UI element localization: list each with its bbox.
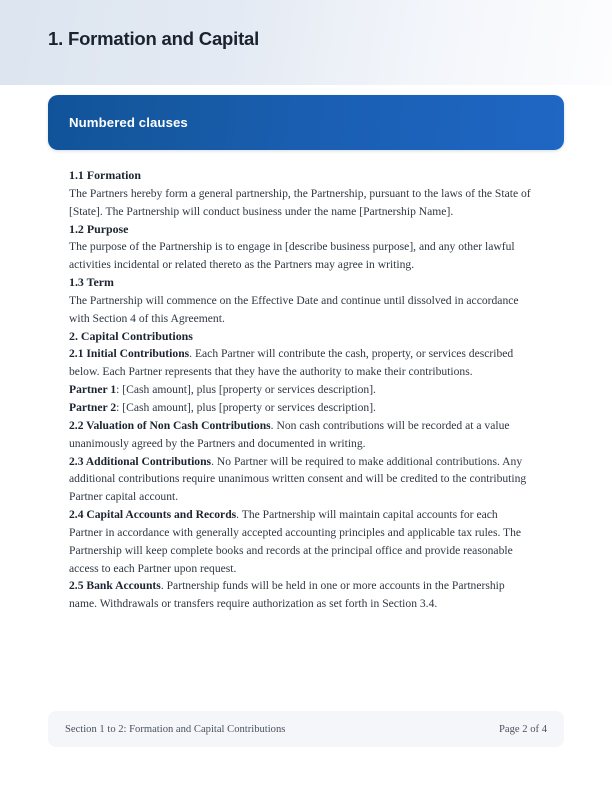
clause-inline-text: . Each Partner will contribute the cash, property, or services described below. Each Partner represents that they have the authority to make their contributions. xyxy=(69,347,514,379)
clause-paragraph xyxy=(69,417,534,453)
clause-inline-label: Partner 1 xyxy=(69,383,117,397)
clause-heading: 1.1 Formation xyxy=(69,168,141,182)
clause-inline-text: . The Partnership will maintain capital accounts for each Partner in accordance with generally accepted accounting principles and applicable tax rules. The Partnership will keep complete books and records at the principal office and provide reasonable access to each Partner upon request. xyxy=(69,508,522,575)
clause-inline-text: . No Partner will be required to make additional contributions. Any additional contributions require unanimous written consent and will be credited to the contributing Partner capital account. xyxy=(69,454,527,504)
clause-inline-label: 2.5 Bank Accounts xyxy=(69,579,161,593)
clause-heading: 2. Capital Contributions xyxy=(69,328,193,343)
page-footer xyxy=(48,711,564,747)
clause-paragraph xyxy=(69,506,534,577)
clause-paragraph xyxy=(69,453,534,507)
banner-label: Numbered clauses xyxy=(69,115,188,130)
page-header-band xyxy=(0,0,612,85)
clause-heading: 1.3 Term xyxy=(69,275,114,290)
clause-paragraph: The purpose of the Partnership is to engage in [describe business purpose], and any other lawful activities incidental or related thereto as the Partners may agree in writing. xyxy=(69,240,515,272)
clause-paragraph xyxy=(69,399,534,417)
footer-section-label: Section 1 to 2: Formation and Capital Contributions xyxy=(65,723,286,735)
clause-inline-text: : [Cash amount], plus [property or services description]. xyxy=(116,400,376,414)
clause-paragraph: The Partners hereby form a general partnership, the Partnership, pursuant to the laws of the State of [State]. The Partnership will conduct business under the name [Partnership Name]. xyxy=(69,186,531,218)
clause-paragraph xyxy=(69,345,534,381)
clause-inline-text: . Non cash contributions will be recorded at a value unanimously agreed by the Partners and documented in writing. xyxy=(69,418,510,450)
clause-content xyxy=(69,167,534,613)
clause-inline-label: 2.1 Initial Contributions xyxy=(69,347,190,361)
clause-inline-label: 2.4 Capital Accounts and Records xyxy=(69,508,237,522)
clause-paragraph xyxy=(69,381,534,399)
page-title: 1. Formation and Capital xyxy=(48,28,260,49)
clause-inline-label: Partner 2 xyxy=(69,400,117,414)
clause-paragraph xyxy=(69,577,534,613)
clause-heading: 1.2 Purpose xyxy=(69,221,129,236)
footer-page-number: Page 2 of 4 xyxy=(499,723,547,735)
footer-inner xyxy=(65,711,547,747)
clause-paragraph: The Partnership will commence on the Effective Date and continue until dissolved in accordance with Section 4 of this Agreement. xyxy=(69,293,519,325)
clause-inline-label: 2.3 Additional Contributions xyxy=(69,454,212,468)
numbered-clauses-banner xyxy=(48,95,564,150)
clause-inline-label: 2.2 Valuation of Non Cash Contributions xyxy=(69,418,271,432)
clause-inline-text: . Partnership funds will be held in one or more accounts in the Partnership name. Withdrawals or transfers require authorization as set forth in Section 3.4. xyxy=(69,579,505,611)
clause-inline-text: : [Cash amount], plus [property or services description]. xyxy=(116,383,376,397)
